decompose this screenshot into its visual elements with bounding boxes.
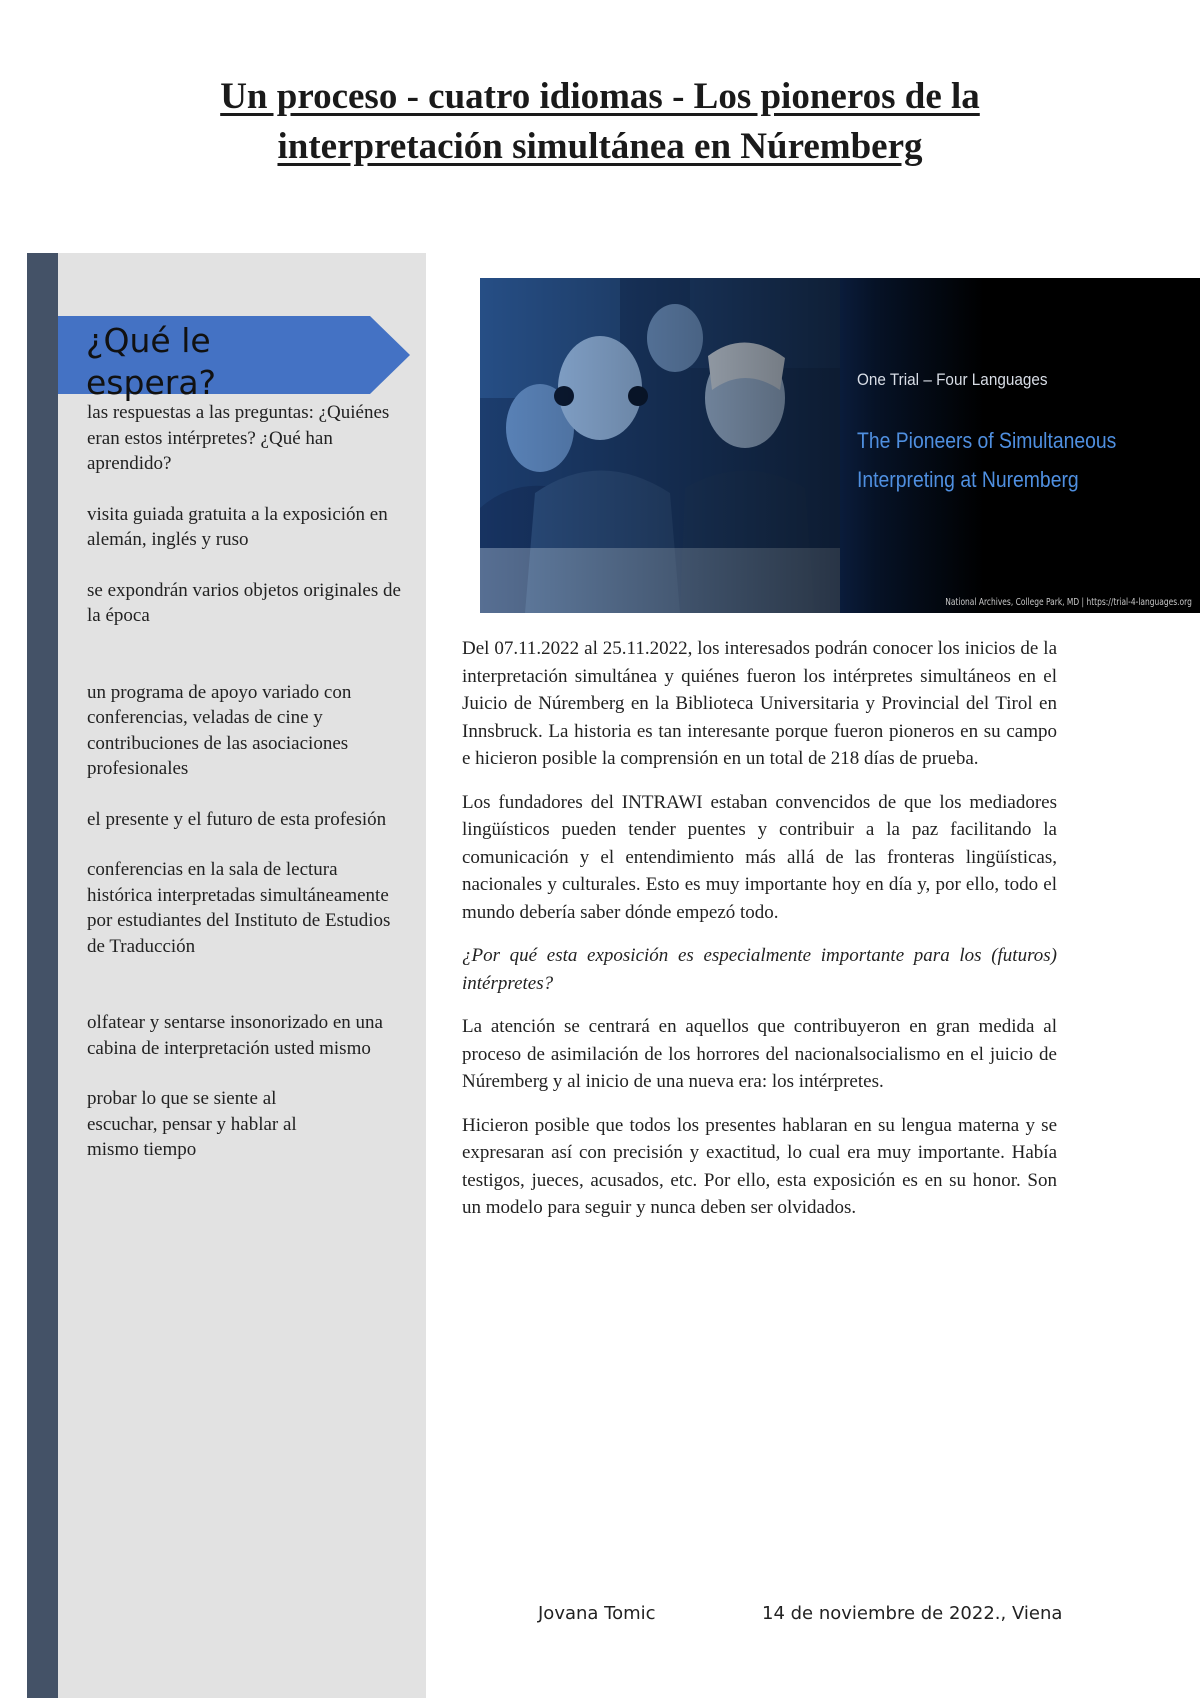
article-paragraph-focus: La atención se centrará en aquellos que contribuyeron en gran medida al proceso de asimilación de los horrores del nacionalsocialismo en el juicio de Núremberg y al inicio de una nueva era: los intérpretes. [462,1016,1057,1092]
sidebar-heading-banner [58,316,410,402]
hero-credit: National Archives, College Park, MD | https://trial-4-languages.org [945,597,1192,608]
sidebar-item-guided-tour: visita guiada gratuita a la exposición en alemán, inglés y ruso [87,503,388,550]
article-paragraph-intro: Del 07.11.2022 al 25.11.2022, los interesados podrán conocer los inicios de la interpretación simultánea y quiénes fueron los intérpretes simultáneos en el Juicio de Núremberg en la Biblioteca Universitaria y Provincial del Tirol en Innsbruck. La historia es tan interesante porque fueron pioneros en su campo e hicieron posible la comprensión en un total de 218 días de prueba. [462,638,1057,769]
sidebar-list [87,400,407,1163]
article-paragraph-honor: Hicieron posible que todos los presentes hablaran en su lengua materna y se expresaran así con precisión y exactitud, lo cual era muy importante. Había testigos, jueces, acusados, etc. Por ello, esta exposición es en su honor. Son un modelo para seguir y nunca deben ser olvidados. [462,1114,1057,1218]
article-question: ¿Por qué esta exposición es especialmente importante para los (futuros) intérpretes? [462,945,1057,994]
document-title: Un proceso - cuatro idiomas - Los pioneros de la interpretación simultánea en Núremberg [220,76,980,167]
article-body [462,635,1057,1238]
article-paragraph-founders: Los fundadores del INTRAWI estaban convencidos de que los mediadores lingüísticos pueden tender puentes y contribuir a la paz facilitando la comunicación y el entendimiento más allá de las fronteras lingüísticas, nacionales y culturales. Esto es muy importante hoy en día y, por ello, todo el mundo debería saber dónde empezó todo. [462,791,1057,923]
sidebar-item-original-objects: se expondrán varios objetos originales de la época [87,579,401,626]
interpreters-photo [480,278,840,613]
hero-image [480,278,1200,613]
hero-title: The Pioneers of Simultaneous Interpreting at Nuremberg [857,428,1117,492]
sidebar-accent-bar [27,253,58,1698]
sidebar-item-try-it: probar lo que se siente al escuchar, pensar y hablar al mismo tiempo [87,1088,297,1160]
sidebar-heading: ¿Qué le espera? [86,321,217,402]
hero-subtitle: One Trial – Four Languages [857,370,1048,389]
sidebar-item-booth: olfatear y sentarse insonorizado en una cabina de interpretación usted mismo [87,1012,383,1059]
footer-author: Jovana Tomic [538,1603,656,1624]
sidebar-item-questions: las respuestas a las preguntas: ¿Quiénes eran estos intérpretes? ¿Qué han aprendido? [87,402,390,474]
sidebar-item-support-program: un programa de apoyo variado con conferencias, veladas de cine y contribuciones de las asociaciones profesionales [87,681,352,779]
footer-date: 14 de noviembre de 2022., Viena [762,1603,1063,1624]
sidebar-item-profession: el presente y el futuro de esta profesión [87,808,387,830]
sidebar-item-lectures: conferencias en la sala de lectura histórica interpretadas simultáneamente por estudiantes del Instituto de Estudios de Traducción [87,859,391,957]
